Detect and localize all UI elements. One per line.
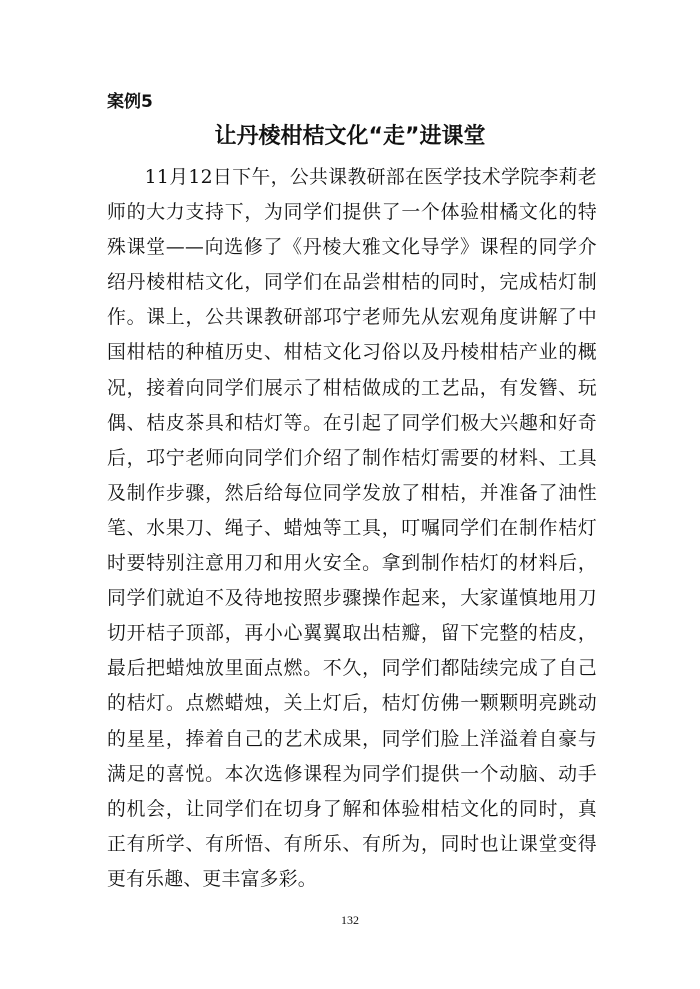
case-label: 案例5	[107, 92, 153, 112]
page-number: 132	[341, 913, 359, 927]
article-title: 让丹棱柑桔文化“走”进课堂	[214, 124, 486, 149]
article-body: 11月12日下午，公共课教研部在医学技术学院李莉老师的大力支持下，为同学们提供了一个体验柑橘文化的特殊课堂——向选修了《丹棱大雅文化导学》课程的同学介绍丹棱柑桔文化，同学们在品尝柑桔的同时，完成桔灯制作。课上，公共课教研部邛宁老师先从宏观角度讲解了中国柑桔的种植历史、柑桔文化习俗以及丹棱柑桔产业的概况，接着向同学们展示了柑桔做成的工艺品，有发簪、玩偶、桔皮茶具和桔灯等。在引起了同学们极大兴趣和好奇后，邛宁老师向同学们介绍了制作桔灯需要的材料、工具及制作步骤，然后给每位同学发放了柑桔，并准备了油性笔、水果刀、绳子、蜡烛等工具，叮嘱同学们在制作桔灯时要特别注意用刀和用火安全。拿到制作桔灯的材料后，同学们就迫不及待地按照步骤操作起来，大家谨慎地用刀切开桔子顶部，再小心翼翼取出桔瓣，留下完整的桔皮，最后把蜡烛放里面点燃。不久，同学们都陆续完成了自己的桔灯。点燃蜡烛，关上灯后，桔灯仿佛一颗颗明亮跳动的星星，捧着自己的艺术成果，同学们脸上洋溢着自豪与满足的喜悦。本次选修课程为同学们提供一个动脑、动手的机会，让同学们在切身了解和体验柑桔文化的同时，真正有所学、有所悟、有所乐、有所为，同时也让课堂变得更有乐趣、更丰富多彩。	[107, 167, 597, 890]
